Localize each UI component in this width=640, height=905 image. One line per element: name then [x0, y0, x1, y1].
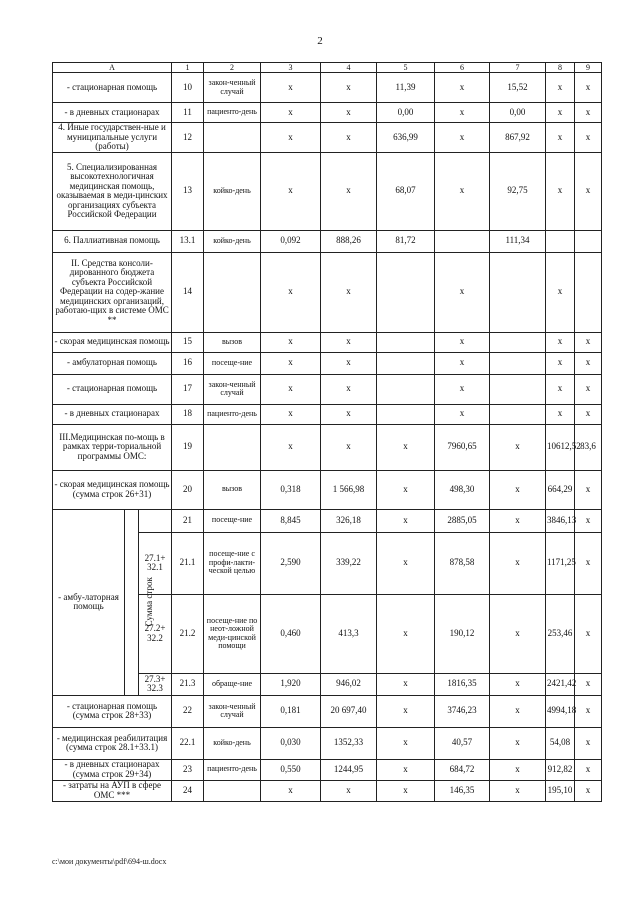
table-cell: х [321, 352, 377, 374]
table-cell: вызов [204, 470, 261, 509]
table-cell: х [261, 332, 321, 352]
table-cell: 27.2+ 32.2 [139, 594, 172, 673]
table-cell: койко-день [204, 152, 261, 230]
table-cell: 1244,95 [321, 759, 377, 780]
table-row [53, 727, 602, 759]
table-cell: 2,590 [261, 532, 321, 594]
table-cell: х [261, 152, 321, 230]
table-cell: х [490, 759, 546, 780]
table-cell: х [261, 404, 321, 424]
table-cell: 23 [172, 759, 204, 780]
table-cell [575, 230, 602, 252]
table-cell: 22.1 [172, 727, 204, 759]
table-cell [490, 332, 546, 352]
table-cell: 0,00 [377, 103, 435, 123]
table-row [53, 780, 602, 801]
table-cell: 13 [172, 152, 204, 230]
table-cell: пациенто-день [204, 103, 261, 123]
table-cell: пациенто-день [204, 404, 261, 424]
table-cell: х [546, 152, 575, 230]
table-cell: II. Средства консоли-дированного бюджета субъекта Российской Федерации на содер-жание медицинских организаций, работаю-щих в системе ОМС ** [53, 252, 172, 332]
table-cell: - в дневных стационарах (сумма строк 29+34) [53, 759, 172, 780]
table-cell: х [575, 332, 602, 352]
table-cell: 15 [172, 332, 204, 352]
table-cell: закон-ченный случай [204, 374, 261, 404]
header-cell: 5 [377, 63, 435, 73]
table-cell: посеще-ние по неот-ложной меди-цинской помощи [204, 594, 261, 673]
table-cell: 18 [172, 404, 204, 424]
table-cell: х [490, 695, 546, 727]
table-cell: 11,39 [377, 73, 435, 103]
table-cell: 11 [172, 103, 204, 123]
header-cell: 6 [435, 63, 490, 73]
table-cell: посеще-ние [204, 509, 261, 532]
table-cell: х [377, 727, 435, 759]
table-cell: 1352,33 [321, 727, 377, 759]
table-cell: - в дневных стационарах [53, 103, 172, 123]
table-cell: 0,318 [261, 470, 321, 509]
table-cell: х [575, 695, 602, 727]
table-cell: х [575, 404, 602, 424]
table-cell: 21.2 [172, 594, 204, 673]
table-cell: 3746,23 [435, 695, 490, 727]
table-cell: закон-ченный случай [204, 695, 261, 727]
table-cell: х [321, 424, 377, 470]
table-cell: 867,92 [490, 123, 546, 153]
table-cell: х [435, 252, 490, 332]
table-cell: х [575, 673, 602, 695]
table-cell: 27.1+ 32.1 [139, 532, 172, 594]
table-cell [377, 252, 435, 332]
table-cell: х [490, 532, 546, 594]
table-cell: 2421,42 [546, 673, 575, 695]
table-cell: 10612,52 [546, 424, 575, 470]
page-number: 2 [317, 35, 323, 47]
table-cell: 10 [172, 73, 204, 103]
table-cell: х [321, 332, 377, 352]
table-cell: 111,34 [490, 230, 546, 252]
table-cell: 14 [172, 252, 204, 332]
table-cell: обраще-ние [204, 673, 261, 695]
table-cell: х [321, 73, 377, 103]
table-cell: х [321, 252, 377, 332]
table-row [53, 103, 602, 123]
table-cell: х [377, 594, 435, 673]
table-cell: 413,3 [321, 594, 377, 673]
table-cell: 664,29 [546, 470, 575, 509]
table-cell: - скорая медицинская помощь (сумма строк 26+31) [53, 470, 172, 509]
table-cell [490, 374, 546, 404]
table-cell: 68,07 [377, 152, 435, 230]
table-cell [490, 352, 546, 374]
table-row [53, 470, 602, 509]
table-cell: 17 [172, 374, 204, 404]
table-cell: посеще-ние [204, 352, 261, 374]
table-cell: 13.1 [172, 230, 204, 252]
table-cell: закон-ченный случай [204, 73, 261, 103]
table-cell: х [377, 780, 435, 801]
table-cell: х [377, 673, 435, 695]
table-cell: х [321, 152, 377, 230]
table-cell: 7960,65 [435, 424, 490, 470]
table-row [53, 759, 602, 780]
table-cell: х [261, 103, 321, 123]
sum-rows-label: Сумма строк [143, 577, 154, 627]
table-cell: х [490, 594, 546, 673]
table-cell: - стационарная помощь [53, 374, 172, 404]
table-cell: х [490, 470, 546, 509]
table-cell: х [261, 780, 321, 801]
table-cell: х [490, 673, 546, 695]
table-cell: х [321, 123, 377, 153]
table-cell: х [261, 252, 321, 332]
table-cell: х [261, 123, 321, 153]
table-cell: 339,22 [321, 532, 377, 594]
table-cell: х [490, 424, 546, 470]
table-cell: 498,30 [435, 470, 490, 509]
table-cell: 4. Иные государствен-ные и муниципальные услуги (работы) [53, 123, 172, 153]
table-cell: 6. Паллиативная помощь [53, 230, 172, 252]
table-cell: 888,26 [321, 230, 377, 252]
table-row [53, 424, 602, 470]
table-cell: - в дневных стационарах [53, 404, 172, 424]
header-cell: 8 [546, 63, 575, 73]
table-cell: 195,10 [546, 780, 575, 801]
table-cell: койко-день [204, 230, 261, 252]
table-cell: - медицинская реабилитация (сумма строк 28.1+33.1) [53, 727, 172, 759]
table-cell: 81,72 [377, 230, 435, 252]
table-cell: 878,58 [435, 532, 490, 594]
table-cell: 20 [172, 470, 204, 509]
table-cell [435, 230, 490, 252]
table-cell: х [490, 780, 546, 801]
table-cell: х [321, 374, 377, 404]
table-row [53, 252, 602, 332]
table-cell: х [575, 727, 602, 759]
table-row [53, 404, 602, 424]
table-cell [204, 424, 261, 470]
table-cell: х [546, 404, 575, 424]
table-row [53, 123, 602, 153]
table-cell: 16 [172, 352, 204, 374]
table-cell [204, 780, 261, 801]
table-cell: х [546, 103, 575, 123]
table-cell: х [435, 73, 490, 103]
table-cell: х [261, 374, 321, 404]
table-cell: - стационарная помощь [53, 73, 172, 103]
table-cell: х [575, 594, 602, 673]
header-cell: 4 [321, 63, 377, 73]
table-cell: 326,18 [321, 509, 377, 532]
table-cell: вызов [204, 332, 261, 352]
table-cell: 92,75 [490, 152, 546, 230]
table-cell: х [575, 103, 602, 123]
table-row [53, 695, 602, 727]
table-cell: посеще-ние с профи-лакти-ческой целью [204, 532, 261, 594]
table-row [53, 352, 602, 374]
header-cell: 7 [490, 63, 546, 73]
table-cell: 2885,05 [435, 509, 490, 532]
norms-table [52, 62, 602, 802]
table-cell: 946,02 [321, 673, 377, 695]
table-cell: х [377, 424, 435, 470]
table-cell: х [321, 103, 377, 123]
header-cell: 3 [261, 63, 321, 73]
table-cell [125, 509, 154, 695]
table-cell: 0,00 [490, 103, 546, 123]
table-cell: х [575, 780, 602, 801]
table-row [53, 509, 602, 532]
table-cell: х [490, 509, 546, 532]
table-cell: х [435, 404, 490, 424]
table-cell: 27.3+ 32.3 [139, 673, 172, 695]
table-cell: х [546, 352, 575, 374]
table-cell: - затраты на АУП в сфере ОМС *** [53, 780, 172, 801]
table-row [53, 374, 602, 404]
header-cell: 9 [575, 63, 602, 73]
header-cell: А [53, 63, 172, 73]
table-cell: 4994,18 [546, 695, 575, 727]
table-cell: х [546, 123, 575, 153]
header-cell: 2 [204, 63, 261, 73]
table-cell [377, 332, 435, 352]
table-cell: 12 [172, 123, 204, 153]
table-cell [546, 230, 575, 252]
table-cell: 21.1 [172, 532, 204, 594]
table-cell: 15,52 [490, 73, 546, 103]
table-cell: 0,092 [261, 230, 321, 252]
table-cell: х [435, 352, 490, 374]
table-cell: 1171,25 [546, 532, 575, 594]
table-cell: х [377, 695, 435, 727]
table-cell [377, 352, 435, 374]
table-cell: х [377, 759, 435, 780]
table-cell [377, 374, 435, 404]
table-cell: 0,460 [261, 594, 321, 673]
table-cell: 146,35 [435, 780, 490, 801]
table-cell: х [435, 374, 490, 404]
table-cell: 40,57 [435, 727, 490, 759]
table-cell: 190,12 [435, 594, 490, 673]
table-cell [575, 252, 602, 332]
table-cell: х [490, 727, 546, 759]
table-cell: - стационарная помощь (сумма строк 28+33) [53, 695, 172, 727]
table-cell: 22 [172, 695, 204, 727]
table-cell: х [546, 73, 575, 103]
table-row [53, 230, 602, 252]
table-cell [139, 509, 172, 532]
header-cell: 1 [172, 63, 204, 73]
table-cell: х [435, 332, 490, 352]
table-cell: х [546, 374, 575, 404]
table-cell: х [575, 73, 602, 103]
table-row [53, 332, 602, 352]
table-cell: х [546, 332, 575, 352]
table-cell: х [261, 424, 321, 470]
table-cell: 21 [172, 509, 204, 532]
header-row [53, 63, 602, 73]
table-cell: 0,030 [261, 727, 321, 759]
table-cell: х [575, 352, 602, 374]
table-cell: 83,6 [575, 424, 602, 470]
table-cell: х [575, 152, 602, 230]
table-cell: х [546, 252, 575, 332]
table-cell: пациенто-день [204, 759, 261, 780]
table-cell: - амбулаторная помощь [53, 352, 172, 374]
table-cell: 636,99 [377, 123, 435, 153]
table-cell: х [261, 352, 321, 374]
table-cell: III.Медицинская по-мощь в рамках терри-ториальной программы ОМС: [53, 424, 172, 470]
table-cell [490, 404, 546, 424]
table-cell: х [575, 374, 602, 404]
table-cell: х [435, 152, 490, 230]
table-cell [377, 404, 435, 424]
table-cell: 0,550 [261, 759, 321, 780]
table-cell: 3846,13 [546, 509, 575, 532]
table-cell: х [575, 470, 602, 509]
table-cell: х [321, 404, 377, 424]
table-cell: 253,46 [546, 594, 575, 673]
table-cell: х [575, 123, 602, 153]
table-cell: х [377, 470, 435, 509]
table-cell: 1816,35 [435, 673, 490, 695]
table-cell: 20 697,40 [321, 695, 377, 727]
table-cell: 5. Специализированная высокотехнологичная медицинская помощь, оказываемая в меди-цинских организациях субъекта Российской Федерации [53, 152, 172, 230]
table-cell: х [377, 509, 435, 532]
table-cell: х [435, 103, 490, 123]
table-cell: 24 [172, 780, 204, 801]
table-cell [204, 252, 261, 332]
table-cell [204, 123, 261, 153]
table-cell [490, 252, 546, 332]
table-cell: х [261, 73, 321, 103]
table-cell: 912,82 [546, 759, 575, 780]
table-cell: х [575, 532, 602, 594]
table-cell: койко-день [204, 727, 261, 759]
table-cell: 1 566,98 [321, 470, 377, 509]
table-cell: 684,72 [435, 759, 490, 780]
table-cell: 1,920 [261, 673, 321, 695]
table-cell: х [575, 759, 602, 780]
table-cell: 54,08 [546, 727, 575, 759]
table-cell: 19 [172, 424, 204, 470]
table-cell: 0,181 [261, 695, 321, 727]
table-cell: 21.3 [172, 673, 204, 695]
table-cell: х [575, 509, 602, 532]
table-row [53, 152, 602, 230]
table-cell: х [377, 532, 435, 594]
table-cell: - скорая медицинская помощь [53, 332, 172, 352]
table-cell: - амбу-латорная помощь [53, 509, 125, 695]
table-cell: х [435, 123, 490, 153]
table-cell: х [321, 780, 377, 801]
file-path-footer: c:\мои документы\pdf\694-ш.docx [52, 857, 167, 866]
table-row [53, 73, 602, 103]
table-cell: 8,845 [261, 509, 321, 532]
